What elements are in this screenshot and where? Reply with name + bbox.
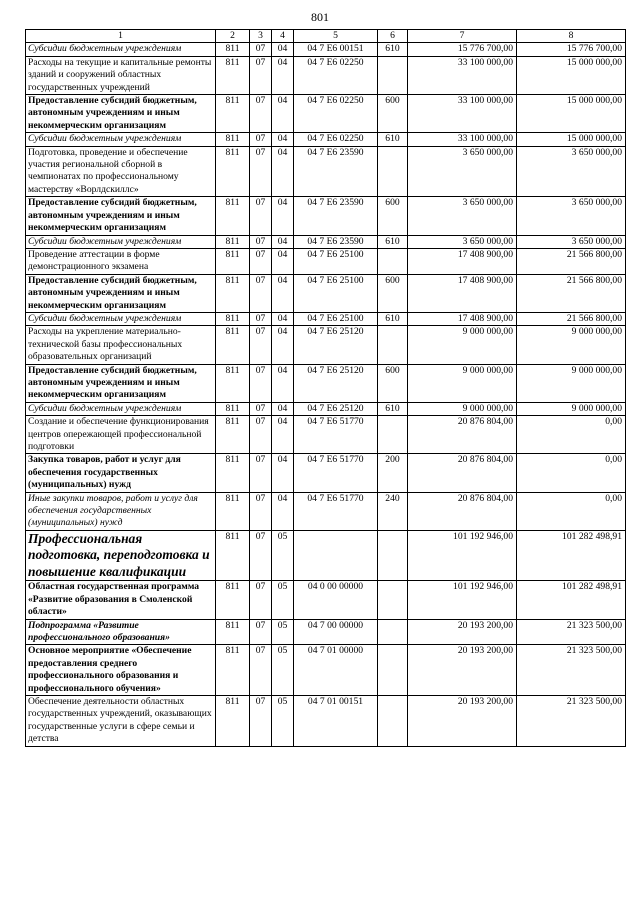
- subsection-code: 05: [272, 530, 294, 581]
- subsection-code: 04: [272, 146, 294, 197]
- ministry-code: 811: [216, 326, 250, 364]
- section-code: 07: [250, 619, 272, 645]
- row-name: Предоставление субсидий бюджетным, автономным учреждениям и иным некоммерческим организациям: [26, 95, 216, 133]
- column-number: 8: [517, 30, 626, 43]
- amount-year-2: 21 323 500,00: [517, 619, 626, 645]
- expense-type-code: 600: [378, 364, 408, 402]
- amount-year-1: 33 100 000,00: [408, 95, 517, 133]
- amount-year-2: 0,00: [517, 492, 626, 530]
- ministry-code: 811: [216, 274, 250, 312]
- table-row: [26, 43, 626, 56]
- amount-year-2: 15 776 700,00: [517, 43, 626, 56]
- amount-year-1: 17 408 900,00: [408, 274, 517, 312]
- expense-type-code: 610: [378, 312, 408, 325]
- subsection-code: 04: [272, 312, 294, 325]
- subsection-code: 04: [272, 248, 294, 274]
- amount-year-2: 15 000 000,00: [517, 133, 626, 146]
- ministry-code: 811: [216, 454, 250, 492]
- section-code: 07: [250, 146, 272, 197]
- section-code: 07: [250, 364, 272, 402]
- table-row: [26, 274, 626, 312]
- section-code: 07: [250, 454, 272, 492]
- section-code: 07: [250, 581, 272, 619]
- ministry-code: 811: [216, 56, 250, 94]
- amount-year-1: 20 876 804,00: [408, 416, 517, 454]
- ministry-code: 811: [216, 619, 250, 645]
- amount-year-1: 20 193 200,00: [408, 696, 517, 747]
- section-code: 07: [250, 56, 272, 94]
- amount-year-1: 9 000 000,00: [408, 326, 517, 364]
- amount-year-1: 101 192 946,00: [408, 530, 517, 581]
- column-number: 3: [250, 30, 272, 43]
- target-article-code: 04 7 Е6 02250: [294, 95, 378, 133]
- subsection-code: 04: [272, 364, 294, 402]
- table-row: [26, 197, 626, 235]
- amount-year-1: 3 650 000,00: [408, 235, 517, 248]
- subsection-code: 04: [272, 402, 294, 415]
- ministry-code: 811: [216, 530, 250, 581]
- row-name: Предоставление субсидий бюджетным, автономным учреждениям и иным некоммерческим организациям: [26, 274, 216, 312]
- section-code: 07: [250, 95, 272, 133]
- row-name: Иные закупки товаров, работ и услуг для обеспечения государственных (муниципальных) нужд: [26, 492, 216, 530]
- expense-type-code: 600: [378, 274, 408, 312]
- target-article-code: 04 7 Е6 00151: [294, 43, 378, 56]
- expense-type-code: 610: [378, 133, 408, 146]
- amount-year-2: 3 650 000,00: [517, 146, 626, 197]
- table-row: [26, 326, 626, 364]
- amount-year-2: 9 000 000,00: [517, 364, 626, 402]
- row-name: Субсидии бюджетным учреждениям: [26, 235, 216, 248]
- row-name: Областная государственная программа «Развитие образования в Смоленской области»: [26, 581, 216, 619]
- target-article-code: 04 0 00 00000: [294, 581, 378, 619]
- expense-type-code: [378, 696, 408, 747]
- subsection-code: 04: [272, 492, 294, 530]
- section-code: 07: [250, 274, 272, 312]
- section-code: 07: [250, 43, 272, 56]
- table-row: [26, 235, 626, 248]
- ministry-code: 811: [216, 581, 250, 619]
- target-article-code: 04 7 Е6 51770: [294, 492, 378, 530]
- amount-year-1: 33 100 000,00: [408, 56, 517, 94]
- ministry-code: 811: [216, 364, 250, 402]
- amount-year-1: 20 193 200,00: [408, 645, 517, 696]
- amount-year-2: 15 000 000,00: [517, 95, 626, 133]
- target-article-code: 04 7 Е6 02250: [294, 133, 378, 146]
- target-article-code: 04 7 00 00000: [294, 619, 378, 645]
- amount-year-2: 101 282 498,91: [517, 530, 626, 581]
- column-number: 6: [378, 30, 408, 43]
- expense-type-code: [378, 416, 408, 454]
- target-article-code: 04 7 Е6 02250: [294, 56, 378, 94]
- row-name: Субсидии бюджетным учреждениям: [26, 133, 216, 146]
- expense-type-code: 610: [378, 235, 408, 248]
- target-article-code: 04 7 Е6 25100: [294, 248, 378, 274]
- amount-year-2: 9 000 000,00: [517, 326, 626, 364]
- target-article-code: 04 7 Е6 25120: [294, 402, 378, 415]
- column-number: 2: [216, 30, 250, 43]
- budget-table: [25, 29, 626, 747]
- row-name: Субсидии бюджетным учреждениям: [26, 402, 216, 415]
- row-name: Предоставление субсидий бюджетным, автономным учреждениям и иным некоммерческим организациям: [26, 364, 216, 402]
- row-name: Предоставление субсидий бюджетным, автономным учреждениям и иным некоммерческим организациям: [26, 197, 216, 235]
- column-number: 4: [272, 30, 294, 43]
- amount-year-2: 21 566 800,00: [517, 248, 626, 274]
- target-article-code: 04 7 Е6 51770: [294, 416, 378, 454]
- amount-year-2: 15 000 000,00: [517, 56, 626, 94]
- row-name: Подпрограмма «Развитие профессионального образования»: [26, 619, 216, 645]
- expense-type-code: 240: [378, 492, 408, 530]
- target-article-code: 04 7 Е6 23590: [294, 235, 378, 248]
- amount-year-2: 0,00: [517, 416, 626, 454]
- ministry-code: 811: [216, 235, 250, 248]
- table-row: [26, 581, 626, 619]
- expense-type-code: [378, 619, 408, 645]
- table-row: [26, 95, 626, 133]
- amount-year-1: 20 193 200,00: [408, 619, 517, 645]
- subsection-code: 04: [272, 454, 294, 492]
- table-row: [26, 696, 626, 747]
- row-name: Создание и обеспечение функционирования центров опережающей профессиональной подготовки: [26, 416, 216, 454]
- subsection-code: 04: [272, 416, 294, 454]
- expense-type-code: [378, 645, 408, 696]
- row-name: Проведение аттестации в форме демонстрационного экзамена: [26, 248, 216, 274]
- table-row: [26, 619, 626, 645]
- target-article-code: 04 7 Е6 25100: [294, 274, 378, 312]
- amount-year-2: 0,00: [517, 454, 626, 492]
- table-row: [26, 56, 626, 94]
- ministry-code: 811: [216, 43, 250, 56]
- section-code: 07: [250, 402, 272, 415]
- table-row: [26, 454, 626, 492]
- table-row: [26, 133, 626, 146]
- expense-type-code: [378, 56, 408, 94]
- target-article-code: 04 7 Е6 23590: [294, 146, 378, 197]
- table-body: [26, 30, 626, 747]
- table-row: [26, 416, 626, 454]
- ministry-code: 811: [216, 248, 250, 274]
- amount-year-1: 9 000 000,00: [408, 402, 517, 415]
- row-name: Субсидии бюджетным учреждениям: [26, 43, 216, 56]
- subsection-code: 04: [272, 235, 294, 248]
- row-name: Профессиональная подготовка, переподготовка и повышение квалификации: [26, 530, 216, 581]
- target-article-code: 04 7 Е6 25120: [294, 326, 378, 364]
- section-code: 07: [250, 530, 272, 581]
- subsection-code: 05: [272, 696, 294, 747]
- target-article-code: 04 7 Е6 25100: [294, 312, 378, 325]
- table-row: [26, 312, 626, 325]
- table-row: [26, 645, 626, 696]
- row-name: Обеспечение деятельности областных государственных учреждений, оказывающих государственные услуги в сфере семьи и детства: [26, 696, 216, 747]
- table-row: [26, 402, 626, 415]
- section-code: 07: [250, 492, 272, 530]
- subsection-code: 05: [272, 619, 294, 645]
- amount-year-2: 3 650 000,00: [517, 235, 626, 248]
- row-name: Расходы на укрепление материально-технической базы профессиональных образовательных организаций: [26, 326, 216, 364]
- target-article-code: 04 7 01 00000: [294, 645, 378, 696]
- target-article-code: 04 7 Е6 23590: [294, 197, 378, 235]
- amount-year-1: 17 408 900,00: [408, 312, 517, 325]
- column-number-row: [26, 30, 626, 43]
- amount-year-1: 15 776 700,00: [408, 43, 517, 56]
- section-code: 07: [250, 696, 272, 747]
- row-name: Закупка товаров, работ и услуг для обеспечения государственных (муниципальных) нужд: [26, 454, 216, 492]
- ministry-code: 811: [216, 645, 250, 696]
- expense-type-code: [378, 326, 408, 364]
- ministry-code: 811: [216, 146, 250, 197]
- table-row: [26, 248, 626, 274]
- amount-year-1: 3 650 000,00: [408, 197, 517, 235]
- subsection-code: 04: [272, 56, 294, 94]
- budget-table-sheet: [25, 29, 625, 747]
- subsection-code: 04: [272, 274, 294, 312]
- ministry-code: 811: [216, 696, 250, 747]
- table-row: [26, 364, 626, 402]
- target-article-code: 04 7 Е6 25120: [294, 364, 378, 402]
- column-number: 5: [294, 30, 378, 43]
- row-name: Подготовка, проведение и обеспечение участия региональной сборной в чемпионатах по профессиональному мастерству «Ворлдскиллс»: [26, 146, 216, 197]
- expense-type-code: 610: [378, 43, 408, 56]
- amount-year-1: 17 408 900,00: [408, 248, 517, 274]
- amount-year-1: 3 650 000,00: [408, 146, 517, 197]
- amount-year-1: 20 876 804,00: [408, 492, 517, 530]
- row-name: Субсидии бюджетным учреждениям: [26, 312, 216, 325]
- amount-year-2: 101 282 498,91: [517, 581, 626, 619]
- expense-type-code: [378, 248, 408, 274]
- amount-year-2: 3 650 000,00: [517, 197, 626, 235]
- target-article-code: [294, 530, 378, 581]
- subsection-code: 04: [272, 197, 294, 235]
- section-code: 07: [250, 197, 272, 235]
- section-code: 07: [250, 248, 272, 274]
- expense-type-code: 200: [378, 454, 408, 492]
- ministry-code: 811: [216, 492, 250, 530]
- amount-year-2: 9 000 000,00: [517, 402, 626, 415]
- table-row: [26, 492, 626, 530]
- amount-year-1: 101 192 946,00: [408, 581, 517, 619]
- section-code: 07: [250, 645, 272, 696]
- ministry-code: 811: [216, 402, 250, 415]
- amount-year-1: 20 876 804,00: [408, 454, 517, 492]
- subsection-code: 05: [272, 645, 294, 696]
- section-code: 07: [250, 416, 272, 454]
- section-code: 07: [250, 326, 272, 364]
- ministry-code: 811: [216, 133, 250, 146]
- subsection-code: 04: [272, 133, 294, 146]
- target-article-code: 04 7 Е6 51770: [294, 454, 378, 492]
- subsection-code: 04: [272, 326, 294, 364]
- amount-year-1: 9 000 000,00: [408, 364, 517, 402]
- subsection-code: 04: [272, 95, 294, 133]
- expense-type-code: [378, 581, 408, 619]
- column-number: 7: [408, 30, 517, 43]
- amount-year-2: 21 566 800,00: [517, 274, 626, 312]
- amount-year-2: 21 566 800,00: [517, 312, 626, 325]
- expense-type-code: 610: [378, 402, 408, 415]
- amount-year-2: 21 323 500,00: [517, 696, 626, 747]
- expense-type-code: [378, 146, 408, 197]
- section-code: 07: [250, 312, 272, 325]
- table-row: [26, 146, 626, 197]
- row-name: Основное мероприятие «Обеспечение предоставления среднего профессионального образования и профессионального обучения»: [26, 645, 216, 696]
- expense-type-code: [378, 530, 408, 581]
- amount-year-2: 21 323 500,00: [517, 645, 626, 696]
- target-article-code: 04 7 01 00151: [294, 696, 378, 747]
- ministry-code: 811: [216, 95, 250, 133]
- ministry-code: 811: [216, 312, 250, 325]
- table-row: [26, 530, 626, 581]
- ministry-code: 811: [216, 416, 250, 454]
- column-number: 1: [26, 30, 216, 43]
- expense-type-code: 600: [378, 197, 408, 235]
- subsection-code: 05: [272, 581, 294, 619]
- subsection-code: 04: [272, 43, 294, 56]
- amount-year-1: 33 100 000,00: [408, 133, 517, 146]
- expense-type-code: 600: [378, 95, 408, 133]
- section-code: 07: [250, 235, 272, 248]
- section-code: 07: [250, 133, 272, 146]
- ministry-code: 811: [216, 197, 250, 235]
- row-name: Расходы на текущие и капитальные ремонты зданий и сооружений областных государственных учреждений: [26, 56, 216, 94]
- page-number: 801: [311, 10, 329, 24]
